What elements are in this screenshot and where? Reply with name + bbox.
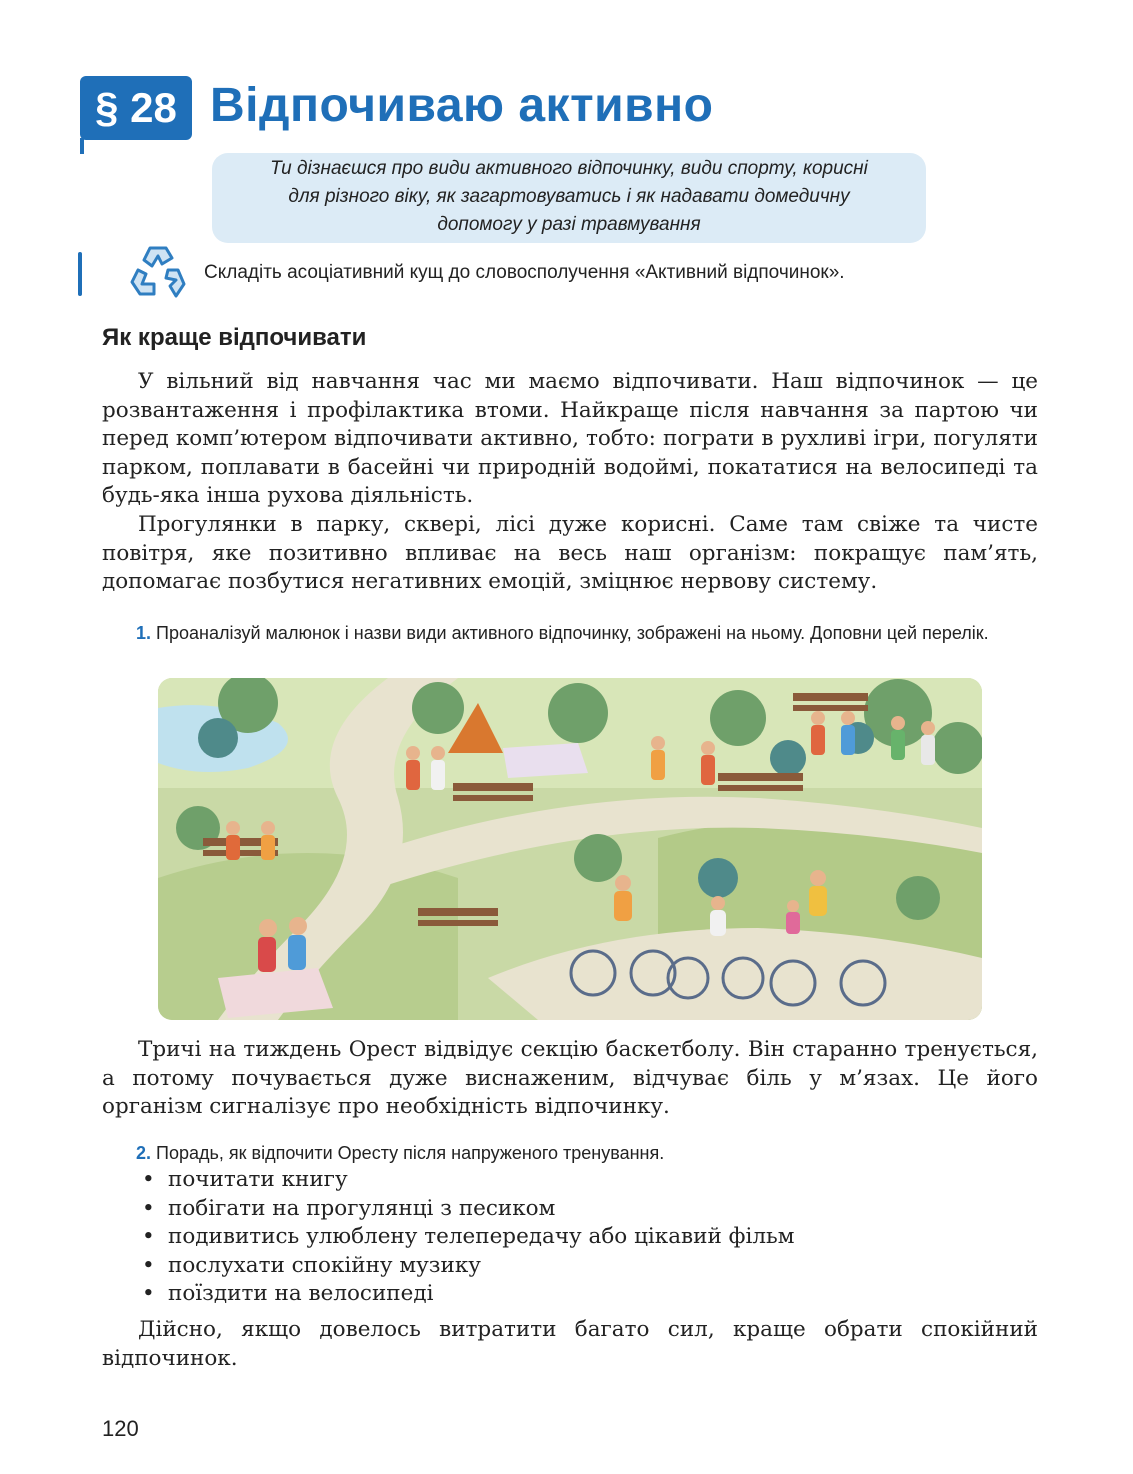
advice-list	[102, 1166, 1038, 1309]
section-badge-tail	[80, 138, 84, 154]
question-number: 2.	[136, 1143, 152, 1163]
page-title: Відпочиваю активно	[210, 79, 714, 132]
list-item	[102, 1223, 1038, 1252]
bullet: •	[142, 1252, 155, 1278]
paragraph: Прогулянки в парку, сквері, лісі дуже корисні. Саме там свіже та чисте повітря, яке позитивно впливає на весь наш організм: покращує пам’ять, допомагає позбутися негативних емоцій, зміцнює нервову систему.	[102, 511, 1038, 595]
person	[921, 721, 935, 765]
paragraph: Дійсно, якщо довелось витратити багато сил, краще обрати спокійний відпочинок.	[102, 1317, 1038, 1371]
section-heading: Як краще відпочивати	[102, 324, 367, 351]
person	[891, 716, 905, 760]
person	[651, 736, 665, 780]
park-activities-illustration	[158, 678, 982, 1020]
person	[701, 741, 715, 785]
list-item-text: побігати на прогулянці з песиком	[168, 1195, 556, 1221]
bullet: •	[142, 1167, 155, 1192]
list-item	[102, 1195, 1038, 1224]
paragraph: У вільний від навчання час ми маємо відпочивати. Наш відпочинок — це розвантаження і профілактика втоми. Найкраще після навчання за партою чи перед комп’ютером відпочивати активно, тобто: пограти в рухливі ігри, погуляти парком, поплавати в басейні чи природній водоймі, покататися на велосипеді та будь-яка інша рухова діяльність.	[102, 369, 1038, 509]
person	[226, 821, 240, 860]
person	[841, 711, 855, 755]
question-text: Проаналізуй малюнок і назви види активного відпочинку, зображені на ньому. Доповни цей перелік.	[156, 623, 989, 643]
list-item	[102, 1280, 1038, 1309]
bullet: •	[142, 1195, 155, 1221]
question-number: 1.	[136, 623, 152, 643]
person	[431, 746, 445, 790]
intro-text	[212, 155, 926, 239]
question-text: Порадь, як відпочити Оресту після напруженого тренування.	[156, 1143, 665, 1163]
person	[406, 746, 420, 790]
margin-marker	[78, 252, 82, 296]
list-item-text: послухати спокійну музику	[168, 1252, 481, 1278]
picnic-blanket	[503, 743, 588, 778]
bullet: •	[142, 1224, 155, 1250]
question-2	[136, 1140, 1038, 1166]
text-block-2	[102, 1036, 1038, 1122]
intro-line: допомогу у разі травмування	[437, 214, 701, 235]
intro-line: Ти дізнаєшся про види активного відпочинку, види спорту, корисні	[270, 158, 868, 179]
paragraph: Тричі на тиждень Орест відвідує секцію баскетболу. Він старанно тренується, а потому почувається дуже виснаженим, відчуває біль у м’язах. Це його організм сигналізує про необхідність відпочинку.	[102, 1037, 1038, 1120]
section-number: § 28	[95, 84, 177, 131]
text-block-1	[102, 368, 1038, 597]
list-item	[102, 1166, 1038, 1195]
page-number: 120	[102, 1416, 139, 1441]
question-1	[136, 620, 1038, 646]
list-item	[102, 1252, 1038, 1281]
list-item-text: поїздити на велосипеді	[168, 1281, 434, 1307]
person	[261, 821, 275, 860]
person	[258, 919, 277, 972]
cycle-arrows-icon	[126, 240, 190, 304]
person	[811, 711, 825, 755]
person	[288, 917, 307, 970]
list-item-text: почитати книгу	[168, 1167, 348, 1192]
intro-line: для різного віку, як загартовуватись і як надавати домедичну	[288, 186, 850, 207]
text-block-3	[102, 1316, 1038, 1373]
task-text: Складіть асоціативний кущ до словосполучення «Активний відпочинок».	[204, 262, 845, 283]
bullet: •	[142, 1281, 155, 1307]
list-item-text: подивитись улюблену телепередачу або цікавий фільм	[168, 1224, 795, 1250]
